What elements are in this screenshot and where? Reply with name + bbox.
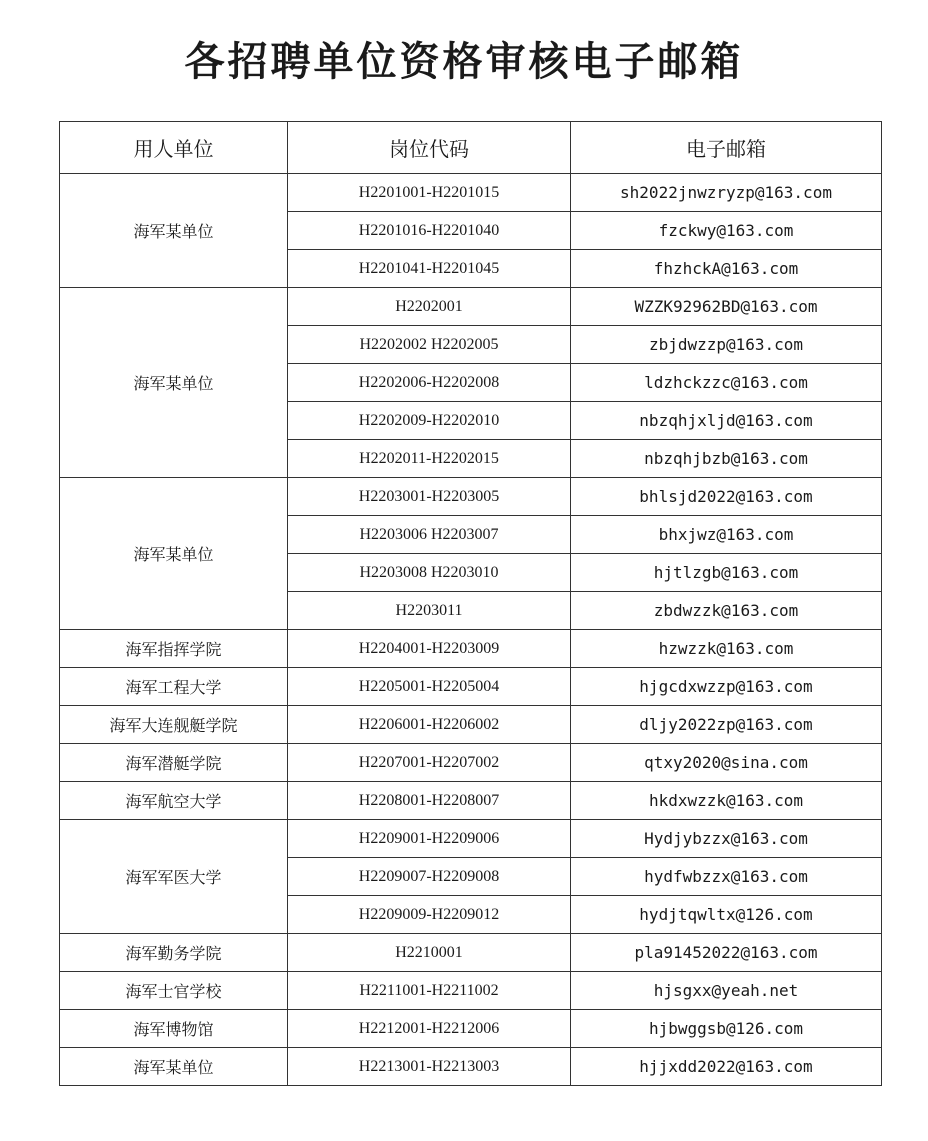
email-cell: bhxjwz@163.com [571,516,882,554]
unit-cell: 海军某单位 [60,478,288,630]
table-row [60,478,882,516]
unit-cell: 海军指挥学院 [60,630,288,668]
position-code-cell: H2202011-H2202015 [288,440,571,478]
position-code-cell: H2202009-H2202010 [288,402,571,440]
unit-cell: 海军某单位 [60,174,288,288]
email-cell: zbdwzzk@163.com [571,592,882,630]
table-row [60,972,882,1010]
position-code-cell: H2212001-H2212006 [288,1010,571,1048]
position-code-cell: H2201016-H2201040 [288,212,571,250]
email-cell: qtxy2020@sina.com [571,744,882,782]
unit-cell: 海军某单位 [60,288,288,478]
email-cell: pla91452022@163.com [571,934,882,972]
position-code-cell: H2202001 [288,288,571,326]
position-code-cell: H2203008 H2203010 [288,554,571,592]
email-cell: hydjtqwltx@126.com [571,896,882,934]
position-code-cell: H2205001-H2205004 [288,668,571,706]
unit-cell: 海军工程大学 [60,668,288,706]
table-row [60,1010,882,1048]
table-row [60,630,882,668]
position-code-cell: H2208001-H2208007 [288,782,571,820]
position-code-cell: H2210001 [288,934,571,972]
table-row [60,668,882,706]
table-row [60,744,882,782]
position-code-cell: H2203011 [288,592,571,630]
unit-cell: 海军航空大学 [60,782,288,820]
position-code-cell: H2209007-H2209008 [288,858,571,896]
header-code: 岗位代码 [288,122,571,174]
email-cell: hjbwggsb@126.com [571,1010,882,1048]
position-code-cell: H2201041-H2201045 [288,250,571,288]
header-unit: 用人单位 [60,122,288,174]
unit-cell: 海军潜艇学院 [60,744,288,782]
unit-cell: 海军士官学校 [60,972,288,1010]
position-code-cell: H2204001-H2203009 [288,630,571,668]
email-cell: hzwzzk@163.com [571,630,882,668]
email-cell: hkdxwzzk@163.com [571,782,882,820]
email-cell: hjsgxx@yeah.net [571,972,882,1010]
table-row [60,820,882,858]
unit-cell: 海军某单位 [60,1048,288,1086]
email-cell: fhzhckA@163.com [571,250,882,288]
email-cell: nbzqhjbzb@163.com [571,440,882,478]
email-cell: zbjdwzzp@163.com [571,326,882,364]
email-cell: sh2022jnwzryzp@163.com [571,174,882,212]
table-row [60,288,882,326]
email-cell: ldzhckzzc@163.com [571,364,882,402]
email-table [59,121,882,1086]
position-code-cell: H2201001-H2201015 [288,174,571,212]
table-row [60,174,882,212]
position-code-cell: H2209001-H2209006 [288,820,571,858]
email-cell: WZZK92962BD@163.com [571,288,882,326]
unit-cell: 海军勤务学院 [60,934,288,972]
table-row [60,934,882,972]
table-header-row [60,122,882,174]
email-cell: nbzqhjxljd@163.com [571,402,882,440]
position-code-cell: H2203001-H2203005 [288,478,571,516]
position-code-cell: H2202006-H2202008 [288,364,571,402]
position-code-cell: H2202002 H2202005 [288,326,571,364]
email-cell: fzckwy@163.com [571,212,882,250]
email-cell: hjtlzgb@163.com [571,554,882,592]
unit-cell: 海军大连舰艇学院 [60,706,288,744]
position-code-cell: H2213001-H2213003 [288,1048,571,1086]
header-email: 电子邮箱 [571,122,882,174]
table-row [60,782,882,820]
position-code-cell: H2209009-H2209012 [288,896,571,934]
table-row [60,1048,882,1086]
position-code-cell: H2211001-H2211002 [288,972,571,1010]
position-code-cell: H2206001-H2206002 [288,706,571,744]
position-code-cell: H2207001-H2207002 [288,744,571,782]
email-cell: hydfwbzzx@163.com [571,858,882,896]
email-cell: hjgcdxwzzp@163.com [571,668,882,706]
unit-cell: 海军博物馆 [60,1010,288,1048]
table-row [60,706,882,744]
email-cell: bhlsjd2022@163.com [571,478,882,516]
email-cell: Hydjybzzx@163.com [571,820,882,858]
position-code-cell: H2203006 H2203007 [288,516,571,554]
unit-cell: 海军军医大学 [60,820,288,934]
email-cell: dljy2022zp@163.com [571,706,882,744]
table-body [60,174,882,1086]
email-cell: hjjxdd2022@163.com [571,1048,882,1086]
page-title: 各招聘单位资格审核电子邮箱 [184,39,744,85]
